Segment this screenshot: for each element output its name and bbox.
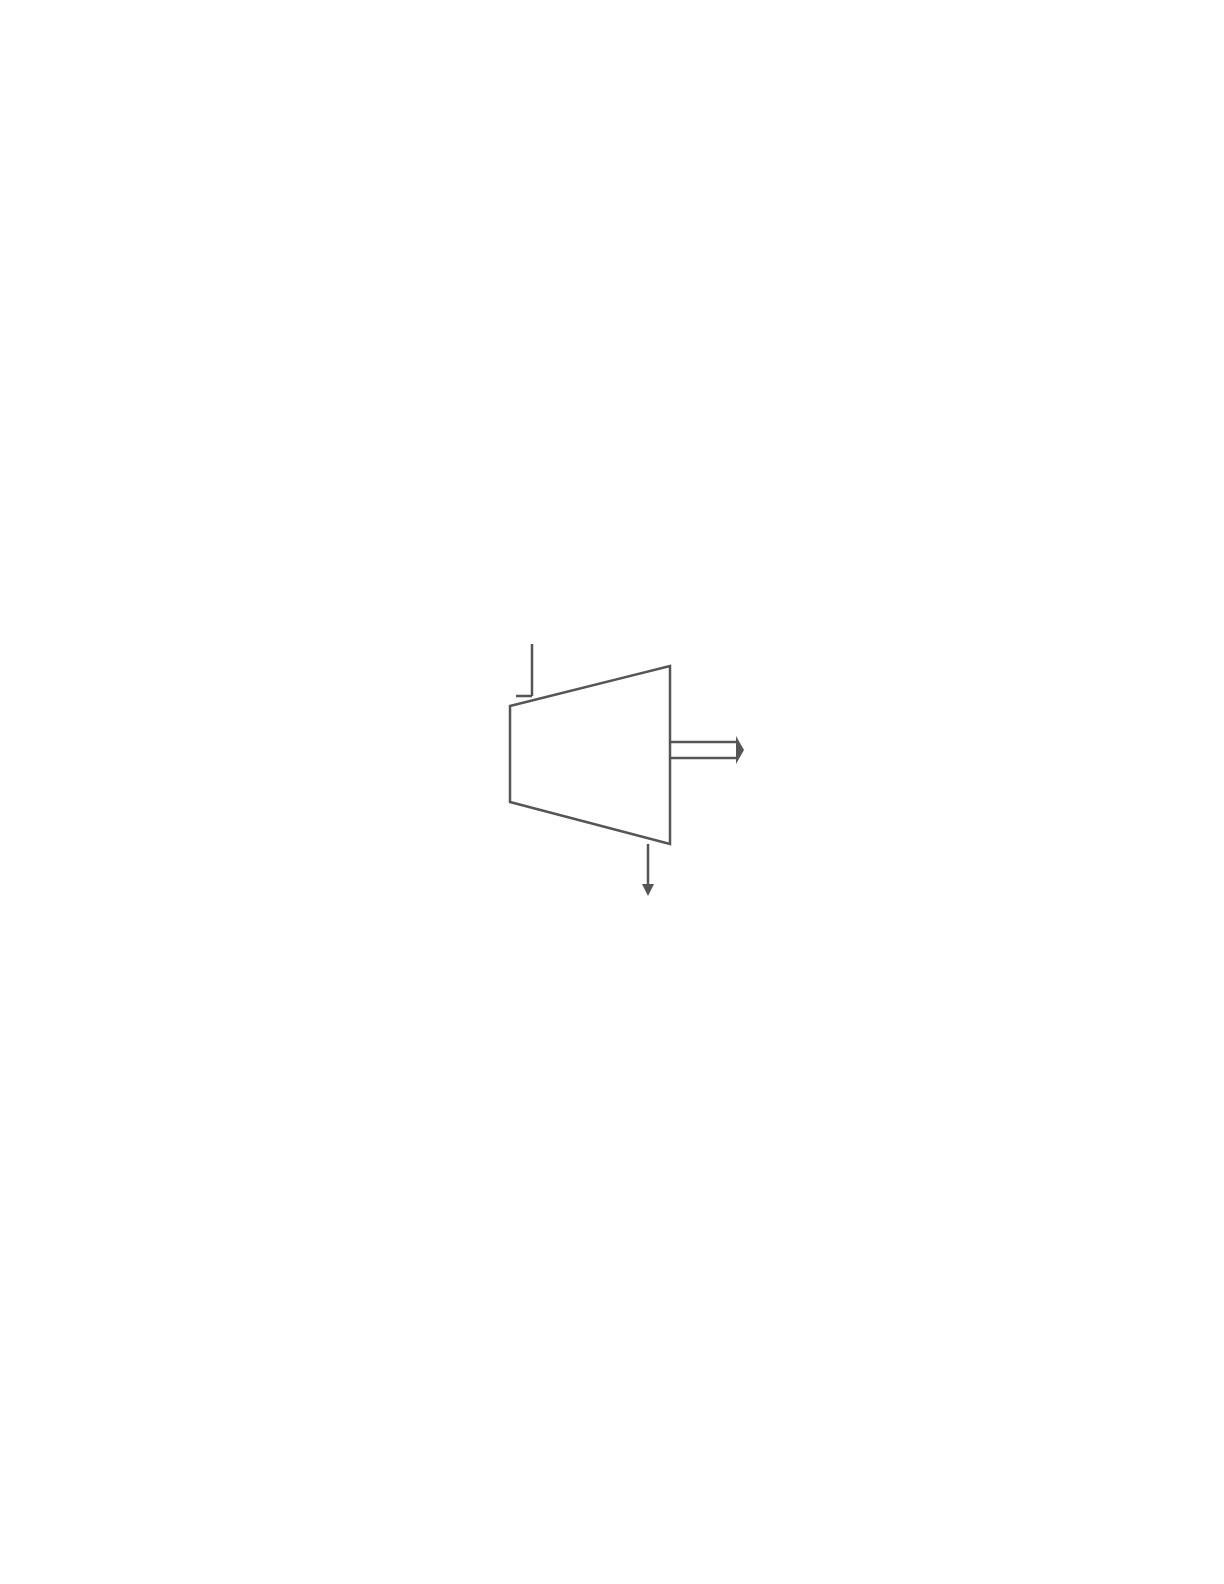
turbine-diagram-drawing (440, 566, 780, 976)
outlet-arrow-icon (642, 884, 654, 896)
work-arrow-icon (736, 736, 744, 764)
turbine-diagram (440, 566, 780, 976)
turbine-body (510, 666, 670, 844)
